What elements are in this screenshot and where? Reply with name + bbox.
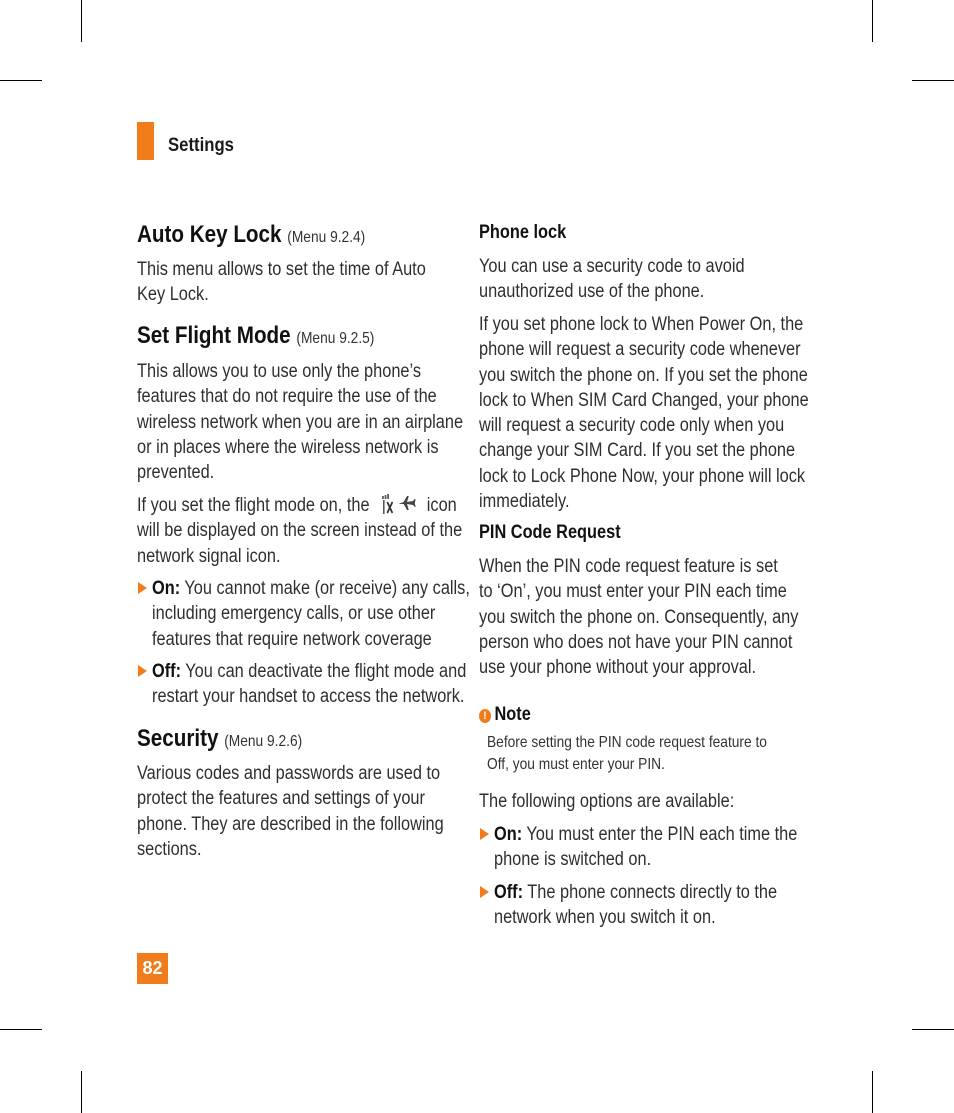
heading-text: Set Flight Mode (137, 322, 291, 349)
crop-mark (81, 0, 82, 42)
text-line: protect the features and settings of your (137, 788, 425, 810)
text-line: to ‘On’, you must enter your PIN each time (479, 581, 787, 603)
text-line: features that require network coverage (152, 628, 432, 650)
note-body (487, 732, 767, 776)
note-heading (479, 703, 752, 727)
text-line: phone. They are described in the following (137, 813, 444, 835)
flight-mode-para1 (137, 359, 464, 485)
text-line: including emergency calls, or use other (152, 603, 436, 625)
bullet-text (152, 576, 470, 652)
bullet-arrow-icon (480, 886, 489, 898)
text-line: You can use a security code to avoid (479, 256, 745, 277)
crop-mark (912, 1029, 954, 1030)
phone-lock-para1 (479, 254, 752, 305)
text-line: will request a security code only when you (479, 415, 785, 437)
text-line: restart your handset to access the network. (152, 686, 465, 708)
bullet-arrow-icon (138, 582, 147, 594)
heading-text: Security (137, 725, 219, 752)
bullet-text (152, 659, 466, 710)
heading-text: Note (494, 704, 531, 725)
warning-icon: ! (479, 709, 491, 723)
bullet-arrow-icon (480, 828, 489, 840)
text-line: phone will request a security code whenever (479, 339, 801, 361)
security-body (137, 761, 444, 862)
page-number: 82 (137, 953, 168, 984)
text-fragment: The phone connects directly to the (527, 882, 778, 903)
crop-mark (872, 1071, 873, 1113)
pin-code-heading: PIN Code Request (479, 522, 621, 543)
menu-ref: (Menu 9.2.4) (287, 229, 366, 246)
crop-mark (912, 80, 954, 81)
auto-key-lock-body (137, 257, 426, 308)
text-line (494, 822, 797, 847)
text-line (494, 880, 777, 905)
text-line: you switch the phone on. Consequently, any (479, 606, 799, 628)
text-line: phone is switched on. (494, 849, 652, 871)
text-line: person who does not have your PIN cannot (479, 631, 793, 653)
text-fragment: You cannot make (or receive) any calls, (184, 578, 470, 599)
text-line (137, 493, 457, 518)
options-intro: The following options are available: (479, 791, 735, 812)
text-line: Various codes and passwords are used to (137, 763, 441, 784)
text-line: prevented. (137, 462, 215, 484)
text-line: network when you switch it on. (494, 907, 716, 929)
menu-ref: (Menu 9.2.5) (296, 330, 375, 347)
text-line: When the PIN code request feature is set (479, 556, 778, 577)
text-line: lock to When SIM Card Changed, your phone (479, 389, 809, 411)
bullet-label: Off: (152, 661, 182, 682)
bullet-text (494, 822, 797, 873)
flight-mode-para2 (137, 493, 463, 569)
phone-lock-heading: Phone lock (479, 222, 567, 243)
text-line: network signal icon. (137, 545, 281, 567)
text-fragment: icon (426, 495, 457, 516)
text-line: features that do not require the use of the (137, 386, 437, 408)
text-fragment: If you set the flight mode on, the (137, 495, 370, 516)
section-title: Settings (168, 135, 234, 156)
menu-ref: (Menu 9.2.6) (224, 733, 303, 750)
phone-lock-para2 (479, 312, 809, 514)
crop-mark (0, 80, 42, 81)
text-line: will be displayed on the screen instead of the (137, 520, 463, 542)
text-line: unauthorized use of the phone. (479, 281, 705, 303)
bullet-label: On: (494, 824, 523, 845)
bullet-arrow-icon (138, 665, 147, 677)
auto-key-lock-heading (137, 220, 410, 253)
flight-mode-heading (137, 321, 410, 354)
text-line: you switch the phone on. If you set the phone (479, 364, 808, 386)
text-line: or in places where the wireless network is (137, 436, 439, 458)
heading-text: Auto Key Lock (137, 221, 282, 248)
text-fragment: You can deactivate the flight mode and (185, 661, 467, 682)
text-line: If you set phone lock to When Power On, the (479, 314, 804, 335)
security-heading (137, 724, 410, 757)
crop-mark (0, 1029, 42, 1030)
bullet-text (494, 880, 777, 931)
text-line: Before setting the PIN code request feature to (487, 734, 767, 751)
flight-mode-icon (381, 494, 415, 516)
crop-mark (81, 1071, 82, 1113)
text-line: lock to Lock Phone Now, your phone will lock (479, 465, 806, 487)
text-line: Off, you must enter your PIN. (487, 756, 665, 773)
text-line: sections. (137, 838, 202, 860)
crop-mark (872, 0, 873, 42)
text-line (152, 659, 466, 684)
section-marker (137, 122, 154, 160)
text-line: immediately. (479, 491, 570, 513)
text-line: Key Lock. (137, 284, 209, 306)
bullet-label: On: (152, 578, 181, 599)
text-line: This allows you to use only the phone’s (137, 361, 422, 382)
text-line: change your SIM Card. If you set the phone (479, 440, 796, 462)
text-line: wireless network when you are in an airplane (137, 411, 464, 433)
text-line: This menu allows to set the time of Auto (137, 259, 426, 280)
bullet-label: Off: (494, 882, 524, 903)
pin-code-body (479, 554, 799, 680)
text-fragment: You must enter the PIN each time the (526, 824, 798, 845)
text-line: use your phone without your approval. (479, 657, 757, 679)
text-line (152, 576, 470, 601)
